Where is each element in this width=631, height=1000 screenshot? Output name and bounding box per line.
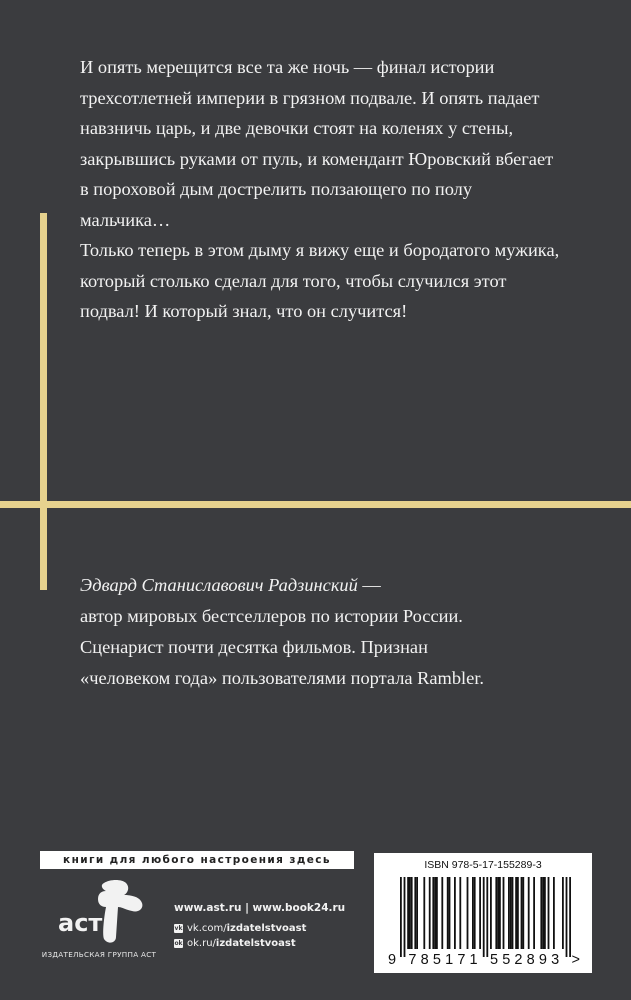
barcode-bar [416,877,418,949]
ok-handle: izdatelstvoast [215,938,296,949]
barcode-bar [517,877,519,949]
barcode-bar [483,877,485,957]
barcode-bar [508,877,510,949]
author-bio-line: «человеком года» пользователями портала Rambler. [80,668,485,688]
barcode-bar [566,877,568,957]
barcode-bar [562,877,564,949]
author-bio-line: Сценарист почти десятка фильмов. Признан [80,637,428,657]
barcode-bar [447,877,449,949]
excerpt-line: мальчика… [80,209,171,230]
isbn-barcode-box [374,853,592,973]
barcode-bar [544,877,546,949]
barcode-bar [411,877,413,949]
barcode-bar [414,877,416,949]
excerpt-line: закрывшись руками от пуль, и комендант Юровский вбегает [80,148,554,169]
author-name-line [80,570,580,601]
ast-logo-text: аст [58,909,103,937]
cross-horizontal-bar [0,501,631,508]
barcode-bar [490,877,492,949]
excerpt-line: трехсотлетней империи в грязном подвале. И опять падает [80,87,540,108]
barcode-bar [423,877,425,949]
excerpt-line: подвал! И который знал, что он случится! [80,301,408,321]
barcode-image [386,875,586,969]
barcode-bar [429,877,431,949]
barcode-bar [404,877,406,957]
excerpt-line: навзничь царь, и две девочки стоят на коленях у стены, [80,118,514,138]
barcode-bar [528,877,530,949]
barcode-bar [454,877,456,949]
author-name: Эдвард Станиславович Радзинский [80,575,358,595]
cross-vertical-bar [40,213,47,590]
barcode-bar [409,877,411,949]
barcode-digits: 9 785171 552893 > [388,952,580,968]
barcode-bar [553,877,555,949]
ok-prefix: ok.ru/izdatelstvoast [187,938,296,949]
barcode-bar [449,877,451,949]
vk-prefix: vk.com/izdatelstvoast [187,923,307,934]
author-bio-line: автор мировых бестселлеров по истории России. [80,606,463,626]
barcode-bar [434,877,436,949]
excerpt-line: который столько сделал для того, чтобы случился этот [80,270,507,291]
barcode-bar [515,877,517,949]
barcode-bar [472,877,474,949]
barcode-bar [486,877,488,957]
barcode-bar [510,877,512,949]
vk-handle: izdatelstvoast [226,923,307,934]
publisher-websites[interactable]: www.ast.ru | www.book24.ru [174,902,346,914]
barcode-bar [497,877,499,949]
barcode-bar [522,877,524,949]
barcode-bar [542,877,544,949]
barcode-bar [499,877,501,949]
barcode-bar [407,877,409,949]
barcode-bar [459,877,461,949]
ast-logo-icon [52,877,148,947]
barcode-bar [512,877,514,949]
barcode-bar [479,877,481,949]
barcode-bar [400,877,402,957]
isbn-label: ISBN 978-5-17-155289-3 [424,859,542,871]
excerpt-text [80,52,580,327]
vk-link[interactable] [174,923,306,934]
barcode-bar [474,877,476,949]
barcode-bar [495,877,497,949]
vk-icon: vk [174,925,183,932]
barcode-bar [503,877,505,949]
barcode-bar [540,877,542,949]
author-bio [80,570,580,694]
barcode-bar [548,877,550,949]
author-name-dash: — [357,575,381,595]
tagline-banner: книги для любого настроения здесь [40,851,354,869]
barcode-bar [432,877,434,949]
barcode-bar [533,877,535,949]
barcode-bar [569,877,571,957]
barcode-bar [441,877,443,949]
odnoklassniki-icon: ok [174,940,183,947]
excerpt-line: Только теперь в этом дыму я вижу еще и бородатого мужика, [80,240,560,260]
ok-link[interactable] [174,938,296,949]
barcode-bar [467,877,469,949]
publisher-name: ИЗДАТЕЛЬСКАЯ ГРУППА АСТ [41,950,157,959]
excerpt-line: И опять мерещится все та же ночь — финал истории [80,57,495,77]
barcode-bar [436,877,438,949]
barcode-bar [521,877,523,949]
excerpt-line: в пороховой дым дострелить ползающего по полу [80,179,473,199]
